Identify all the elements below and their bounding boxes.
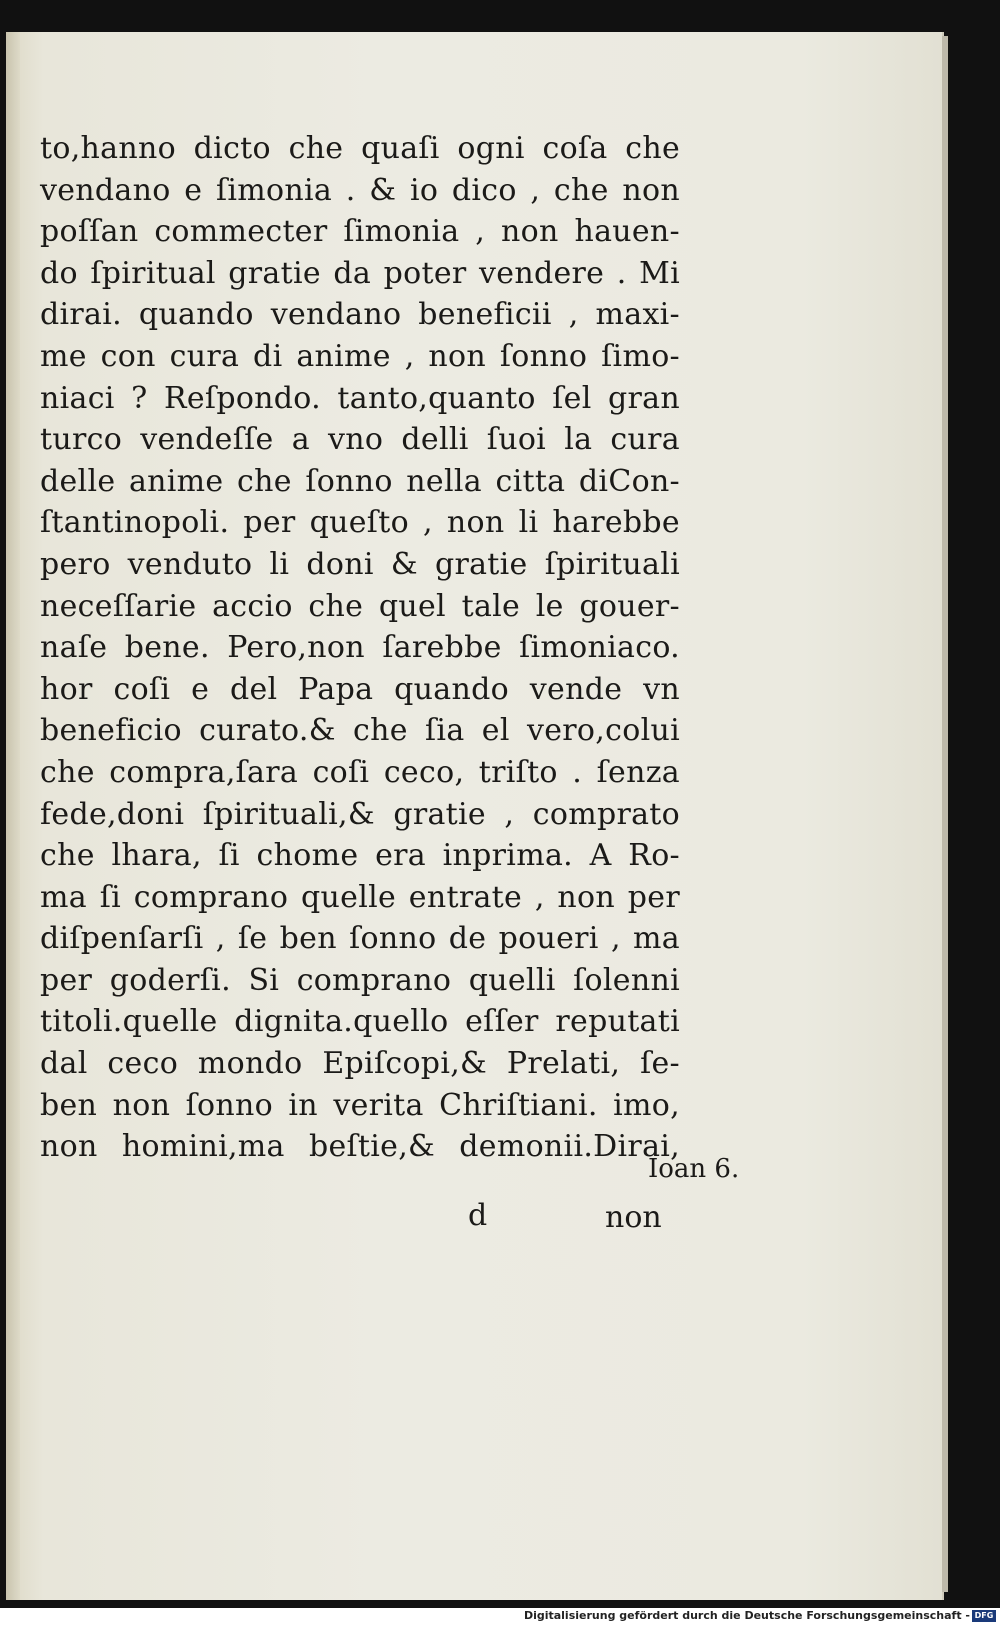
text-line: non homini,ma beſtie,& demonii.Dirai, [40,1129,680,1165]
text-line: neceſſarie accio che quel tale le gouer- [40,588,680,624]
text-line: me con cura di anime , non ſonno ſimo- [40,338,680,374]
signature-mark: d [468,1198,488,1233]
text-line: hor coſi e del Papa quando vende vn [40,671,680,707]
text-line: to,hanno dicto che quaſi ogni coſa che [40,131,680,166]
text-line: per goderſi. Si comprano quelli ſolenni [40,962,680,998]
text-line: pero venduto li doni & gratie ſpirituali [40,546,680,582]
text-line: diſpenſarſi , ſe ben ſonno de poueri , ma [40,921,680,957]
text-line: niaci ? Reſpondo. tanto,quanto ſel gran [40,380,680,416]
text-line: titoli.quelle dignita.quello eſſer reputati [40,1004,680,1040]
catchword: non [605,1200,662,1235]
body-text [40,128,680,1168]
text-line: ben non ſonno in verita Chriſtiani. imo, [40,1087,680,1123]
text-line: naſe bene. Pero,non ſarebbe ſimoniaco. [40,630,680,666]
text-line: dirai. quando vendano beneficii , maxi- [40,297,680,333]
dfg-logo-icon: DFG [972,1610,996,1622]
text-line: che lhara, ſi chome era inprima. A Ro- [40,838,680,874]
text-line: dal ceco mondo Epiſcopi,& Prelati, ſe- [40,1046,680,1082]
text-line: ma ſi comprano quelle entrate , non per [40,879,680,915]
text-line: beneficio curato.& che ſia el vero,colui [40,713,680,749]
footer-credit: Digitalisierung gefördert durch die Deutsche Forschungsgemeinschaft - [523,1609,970,1622]
page-gutter-edge [6,32,20,1600]
text-line: vendano e ſimonia . & io dico , che non [40,172,680,208]
text-line: che compra,ſara coſi ceco, triſto . ſenza [40,754,680,790]
text-line: do ſpiritual gratie da poter vendere . Mi [40,255,680,291]
text-line: delle anime che ſonno nella citta diCon- [40,463,680,499]
margin-note: Ioan 6. [648,1154,740,1184]
text-line: ſtantinopoli. per queſto , non li harebbe [40,505,680,541]
text-line: turco vendeſſe a vno delli ſuoi la cura [40,422,680,458]
text-line: fede,doni ſpirituali,& gratie , comprato [40,796,680,832]
text-line: poſſan commecter ſimonia , non hauen- [40,214,680,250]
